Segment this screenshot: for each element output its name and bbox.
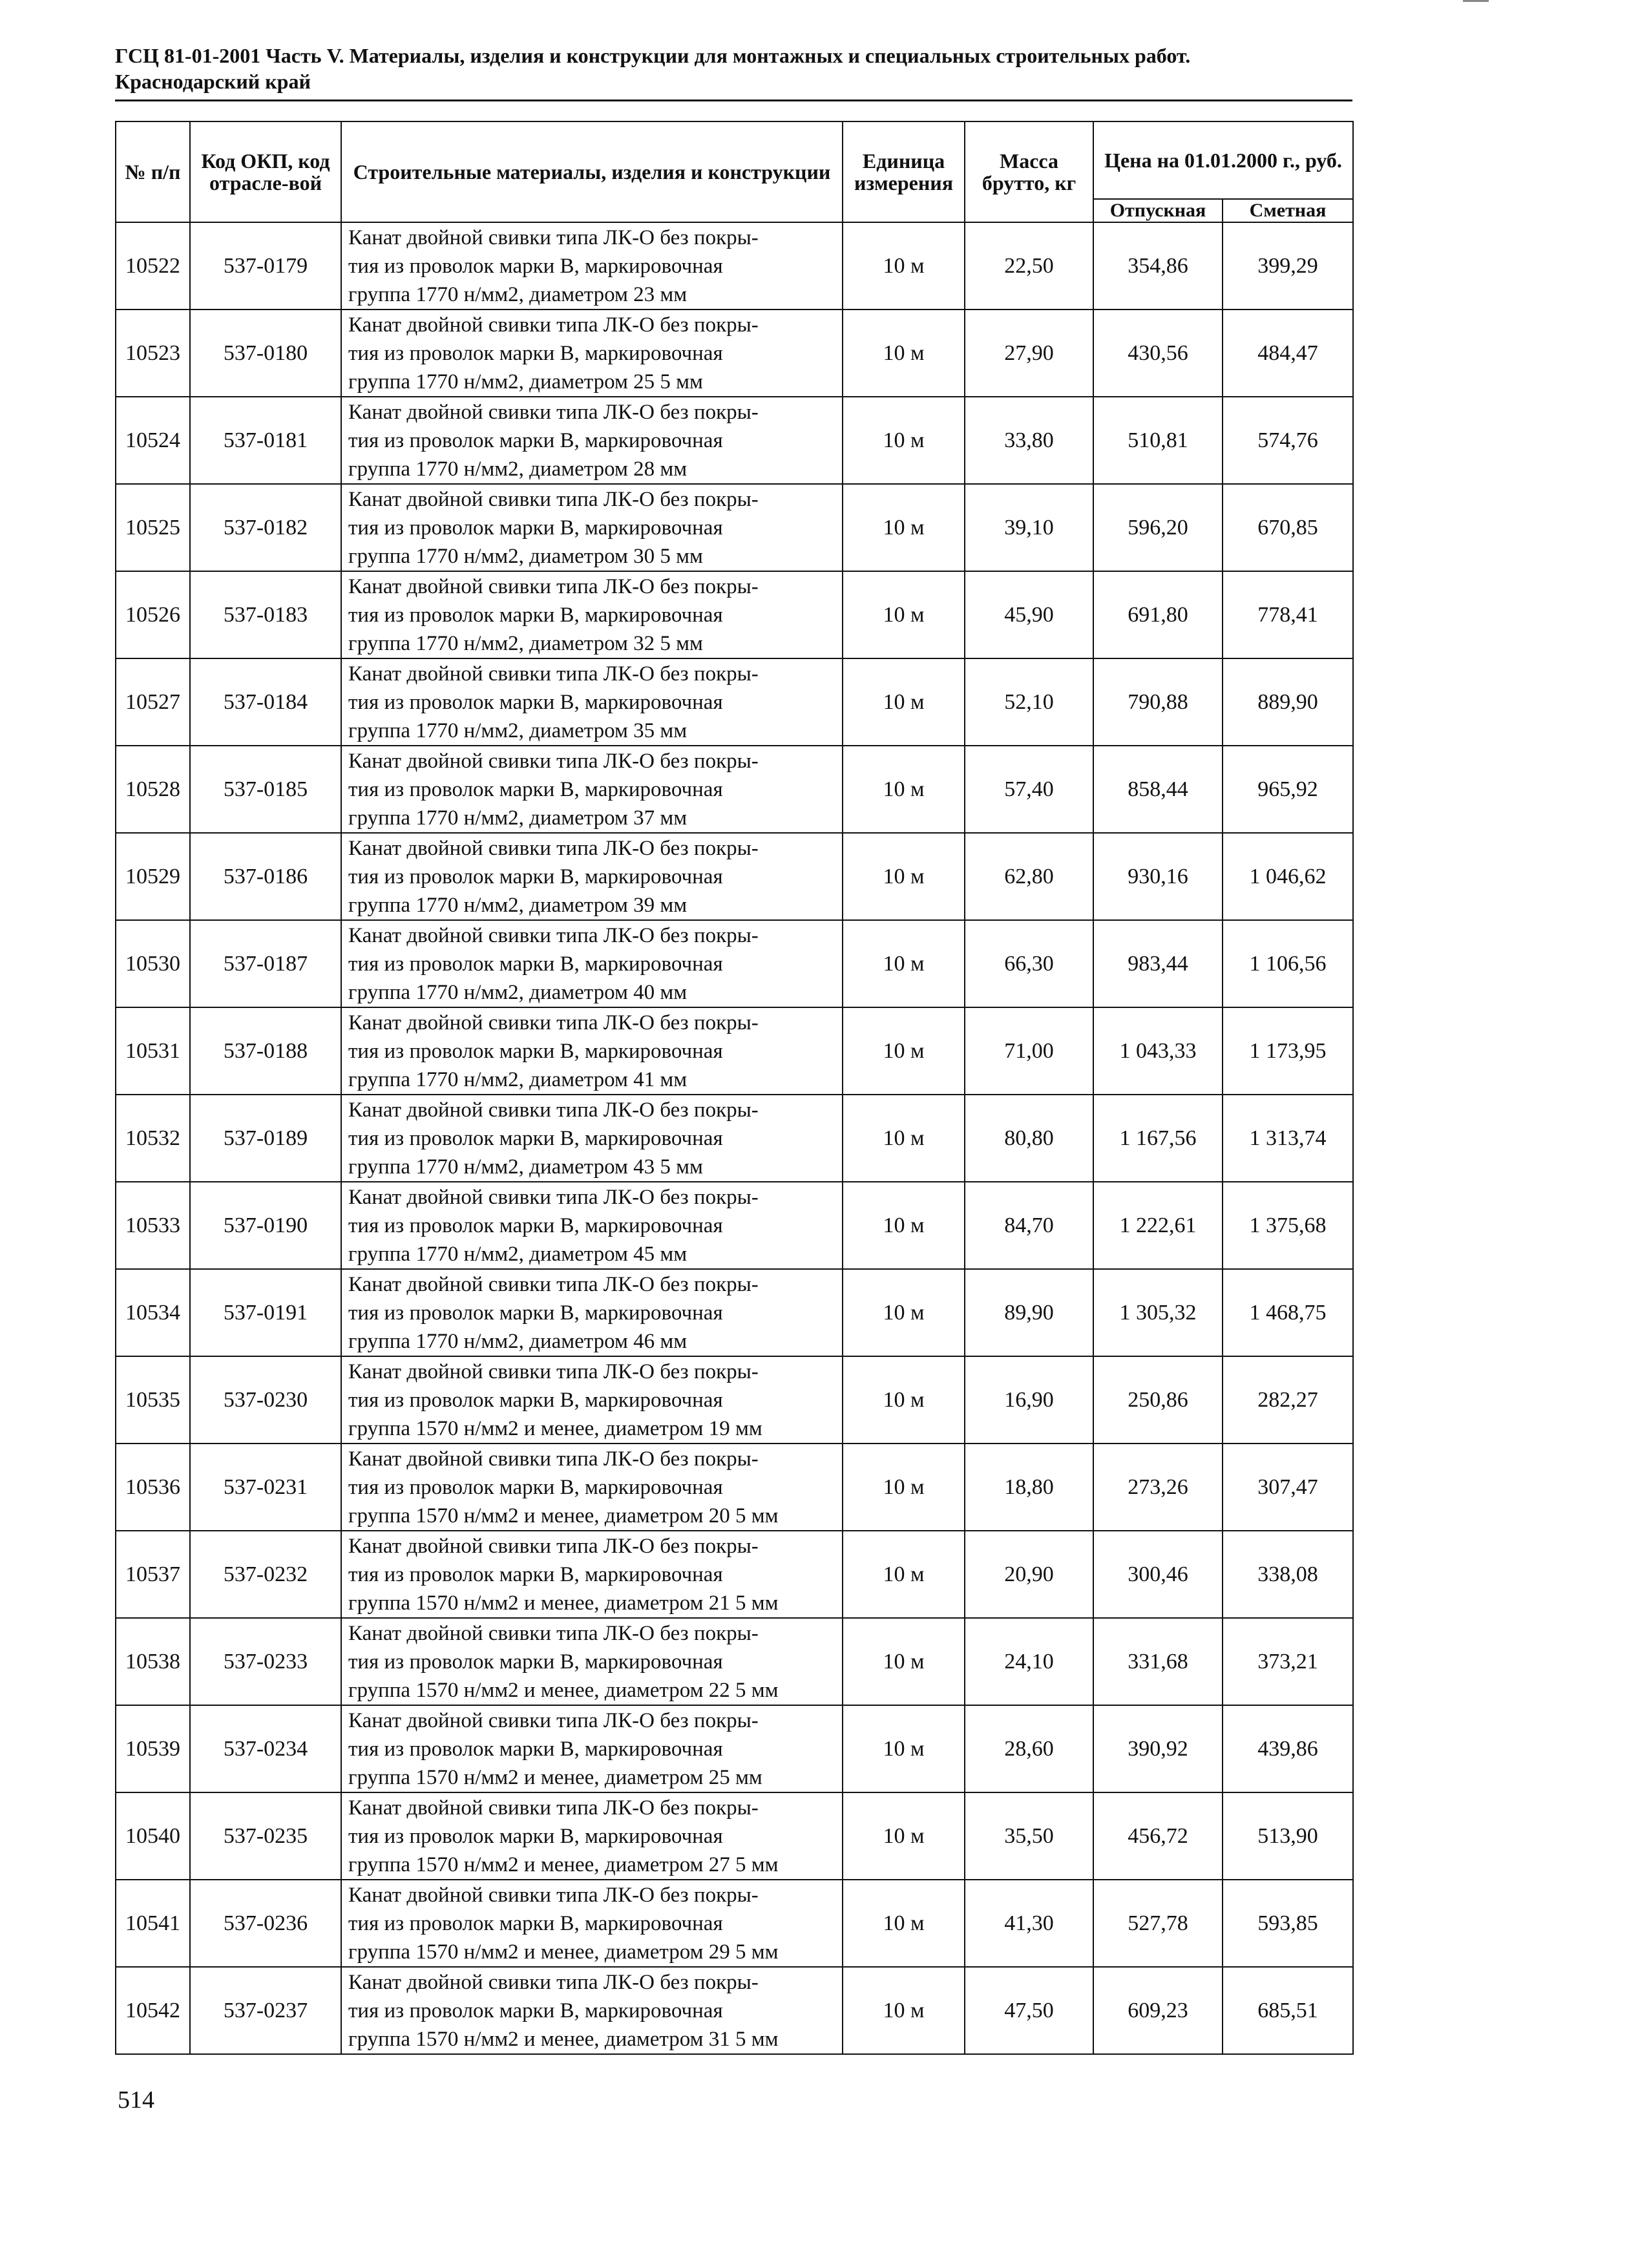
desc-line: тия из проволок марки В, маркировочная xyxy=(348,690,723,714)
cell-code: 537-0179 xyxy=(190,222,341,310)
desc-line: Канат двойной свивки типа ЛК-О без покры- xyxy=(348,400,759,424)
desc-line: тия из проволок марки В, маркировочная xyxy=(348,1911,723,1935)
cell-price-estimate: 338,08 xyxy=(1223,1531,1353,1618)
cell-mass: 66,30 xyxy=(965,920,1093,1007)
desc-line: Канат двойной свивки типа ЛК-О без покры- xyxy=(348,923,759,947)
cell-price-release: 1 167,56 xyxy=(1093,1095,1223,1182)
cell-code: 537-0184 xyxy=(190,658,341,746)
cell-price-estimate: 439,86 xyxy=(1223,1705,1353,1792)
desc-line: группа 1570 н/мм2 и менее, диаметром 27 5 мм xyxy=(348,1853,779,1876)
table-row xyxy=(116,833,1353,920)
desc-line: группа 1770 н/мм2, диаметром 28 мм xyxy=(348,457,688,481)
cell-num: 10539 xyxy=(116,1705,190,1792)
cell-code: 537-0185 xyxy=(190,746,341,833)
table-row xyxy=(116,1705,1353,1792)
desc-line: Канат двойной свивки типа ЛК-О без покры- xyxy=(348,662,759,686)
desc-line: группа 1570 н/мм2 и менее, диаметром 29 5 мм xyxy=(348,1940,779,1964)
cell-mass: 62,80 xyxy=(965,833,1093,920)
cell-num: 10533 xyxy=(116,1182,190,1269)
cell-price-estimate: 685,51 xyxy=(1223,1967,1353,2054)
cell-price-release: 273,26 xyxy=(1093,1444,1223,1531)
cell-price-estimate: 373,21 xyxy=(1223,1618,1353,1705)
table-row xyxy=(116,484,1353,571)
desc-line: тия из проволок марки В, маркировочная xyxy=(348,1388,723,1412)
cell-num: 10527 xyxy=(116,658,190,746)
cell-unit: 10 м xyxy=(843,1792,965,1880)
table-row xyxy=(116,1880,1353,1967)
cell-num: 10526 xyxy=(116,571,190,658)
table-row xyxy=(116,1269,1353,1356)
desc-line: тия из проволок марки В, маркировочная xyxy=(348,603,723,627)
cell-price-release: 858,44 xyxy=(1093,746,1223,833)
table-row xyxy=(116,1007,1353,1095)
cell-unit: 10 м xyxy=(843,658,965,746)
cell-num: 10540 xyxy=(116,1792,190,1880)
cell-price-release: 331,68 xyxy=(1093,1618,1223,1705)
desc-line: Канат двойной свивки типа ЛК-О без покры- xyxy=(348,1621,759,1645)
cell-mass: 84,70 xyxy=(965,1182,1093,1269)
cell-unit: 10 м xyxy=(843,1967,965,2054)
cell-price-estimate: 1 313,74 xyxy=(1223,1095,1353,1182)
desc-line: тия из проволок марки В, маркировочная xyxy=(348,341,723,365)
desc-line: группа 1570 н/мм2 и менее, диаметром 20 5 мм xyxy=(348,1504,779,1528)
desc-line: группа 1770 н/мм2, диаметром 43 5 мм xyxy=(348,1155,703,1179)
desc-line: тия из проволок марки В, маркировочная xyxy=(348,516,723,540)
cell-desc xyxy=(341,1007,843,1095)
cell-price-release: 456,72 xyxy=(1093,1792,1223,1880)
cell-code: 537-0188 xyxy=(190,1007,341,1095)
cell-code: 537-0186 xyxy=(190,833,341,920)
table-row xyxy=(116,310,1353,397)
desc-line: Канат двойной свивки типа ЛК-О без покры- xyxy=(348,1796,759,1820)
cell-desc xyxy=(341,920,843,1007)
cell-mass: 41,30 xyxy=(965,1880,1093,1967)
desc-line: группа 1770 н/мм2, диаметром 46 мм xyxy=(348,1329,688,1353)
cell-price-release: 983,44 xyxy=(1093,920,1223,1007)
cell-desc xyxy=(341,658,843,746)
table-row xyxy=(116,1356,1353,1444)
cell-mass: 22,50 xyxy=(965,222,1093,310)
cell-price-estimate: 484,47 xyxy=(1223,310,1353,397)
cell-price-release: 609,23 xyxy=(1093,1967,1223,2054)
desc-line: Канат двойной свивки типа ЛК-О без покры- xyxy=(348,749,759,773)
table-row xyxy=(116,1618,1353,1705)
desc-line: тия из проволок марки В, маркировочная xyxy=(348,952,723,976)
cell-num: 10524 xyxy=(116,397,190,484)
cell-price-release: 1 043,33 xyxy=(1093,1007,1223,1095)
cell-unit: 10 м xyxy=(843,222,965,310)
cell-code: 537-0237 xyxy=(190,1967,341,2054)
cell-price-estimate: 513,90 xyxy=(1223,1792,1353,1880)
cell-num: 10542 xyxy=(116,1967,190,2054)
cell-price-estimate: 282,27 xyxy=(1223,1356,1353,1444)
page-number: 514 xyxy=(118,2086,154,2114)
cell-desc xyxy=(341,1967,843,2054)
cell-desc xyxy=(341,833,843,920)
cell-desc xyxy=(341,571,843,658)
cell-desc xyxy=(341,746,843,833)
desc-line: Канат двойной свивки типа ЛК-О без покры- xyxy=(348,1011,759,1034)
col-header-code: Код ОКП, код отрасле-вой xyxy=(190,121,341,222)
cell-num: 10529 xyxy=(116,833,190,920)
col-header-name: Строительные материалы, изделия и конструкции xyxy=(341,121,843,222)
desc-line: тия из проволок марки В, маркировочная xyxy=(348,428,723,452)
cell-num: 10538 xyxy=(116,1618,190,1705)
desc-line: группа 1770 н/мм2, диаметром 32 5 мм xyxy=(348,631,703,655)
cell-num: 10535 xyxy=(116,1356,190,1444)
cell-code: 537-0235 xyxy=(190,1792,341,1880)
cell-mass: 33,80 xyxy=(965,397,1093,484)
cell-mass: 89,90 xyxy=(965,1269,1093,1356)
col-header-price-release: Отпускная xyxy=(1093,199,1223,222)
table-row xyxy=(116,658,1353,746)
scan-artifact-mark xyxy=(1463,0,1489,2)
cell-code: 537-0181 xyxy=(190,397,341,484)
cell-unit: 10 м xyxy=(843,397,965,484)
table-row xyxy=(116,1531,1353,1618)
cell-price-release: 250,86 xyxy=(1093,1356,1223,1444)
cell-mass: 24,10 xyxy=(965,1618,1093,1705)
cell-unit: 10 м xyxy=(843,833,965,920)
cell-num: 10525 xyxy=(116,484,190,571)
cell-price-estimate: 593,85 xyxy=(1223,1880,1353,1967)
cell-code: 537-0191 xyxy=(190,1269,341,1356)
cell-desc xyxy=(341,1444,843,1531)
cell-mass: 35,50 xyxy=(965,1792,1093,1880)
price-table-body xyxy=(116,222,1353,2054)
desc-line: группа 1570 н/мм2 и менее, диаметром 21 5 мм xyxy=(348,1591,779,1615)
cell-unit: 10 м xyxy=(843,1531,965,1618)
cell-mass: 18,80 xyxy=(965,1444,1093,1531)
cell-unit: 10 м xyxy=(843,1356,965,1444)
cell-code: 537-0189 xyxy=(190,1095,341,1182)
desc-line: группа 1770 н/мм2, диаметром 37 мм xyxy=(348,806,688,830)
cell-price-estimate: 889,90 xyxy=(1223,658,1353,746)
table-row xyxy=(116,1792,1353,1880)
cell-desc xyxy=(341,484,843,571)
desc-line: тия из проволок марки В, маркировочная xyxy=(348,1999,723,2022)
cell-price-release: 1 222,61 xyxy=(1093,1182,1223,1269)
desc-line: Канат двойной свивки типа ЛК-О без покры- xyxy=(348,1447,759,1471)
cell-desc xyxy=(341,1182,843,1269)
desc-line: Канат двойной свивки типа ЛК-О без покры- xyxy=(348,1272,759,1296)
table-row xyxy=(116,746,1353,833)
desc-line: Канат двойной свивки типа ЛК-О без покры- xyxy=(348,836,759,860)
desc-line: Канат двойной свивки типа ЛК-О без покры- xyxy=(348,1098,759,1122)
cell-num: 10523 xyxy=(116,310,190,397)
cell-price-release: 527,78 xyxy=(1093,1880,1223,1967)
cell-num: 10531 xyxy=(116,1007,190,1095)
desc-line: тия из проволок марки В, маркировочная xyxy=(348,1562,723,1586)
desc-line: группа 1770 н/мм2, диаметром 40 мм xyxy=(348,980,688,1004)
cell-num: 10536 xyxy=(116,1444,190,1531)
cell-code: 537-0231 xyxy=(190,1444,341,1531)
cell-price-estimate: 778,41 xyxy=(1223,571,1353,658)
cell-price-estimate: 574,76 xyxy=(1223,397,1353,484)
cell-num: 10532 xyxy=(116,1095,190,1182)
cell-unit: 10 м xyxy=(843,484,965,571)
cell-desc xyxy=(341,1531,843,1618)
cell-unit: 10 м xyxy=(843,1182,965,1269)
cell-desc xyxy=(341,1269,843,1356)
cell-price-estimate: 965,92 xyxy=(1223,746,1353,833)
cell-mass: 71,00 xyxy=(965,1007,1093,1095)
desc-line: тия из проволок марки В, маркировочная xyxy=(348,1301,723,1325)
cell-mass: 57,40 xyxy=(965,746,1093,833)
cell-desc xyxy=(341,1705,843,1792)
cell-price-release: 596,20 xyxy=(1093,484,1223,571)
cell-price-estimate: 670,85 xyxy=(1223,484,1353,571)
cell-mass: 52,10 xyxy=(965,658,1093,746)
desc-line: тия из проволок марки В, маркировочная xyxy=(348,1650,723,1674)
cell-code: 537-0230 xyxy=(190,1356,341,1444)
cell-price-estimate: 399,29 xyxy=(1223,222,1353,310)
cell-desc xyxy=(341,1356,843,1444)
header-rule xyxy=(115,100,1352,101)
cell-code: 537-0233 xyxy=(190,1618,341,1705)
desc-line: тия из проволок марки В, маркировочная xyxy=(348,1039,723,1063)
cell-price-release: 691,80 xyxy=(1093,571,1223,658)
desc-line: тия из проволок марки В, маркировочная xyxy=(348,777,723,801)
table-row xyxy=(116,1444,1353,1531)
cell-unit: 10 м xyxy=(843,1444,965,1531)
cell-unit: 10 м xyxy=(843,1880,965,1967)
cell-num: 10541 xyxy=(116,1880,190,1967)
cell-mass: 45,90 xyxy=(965,571,1093,658)
cell-price-release: 390,92 xyxy=(1093,1705,1223,1792)
table-row xyxy=(116,571,1353,658)
cell-unit: 10 м xyxy=(843,1705,965,1792)
cell-num: 10528 xyxy=(116,746,190,833)
desc-line: Канат двойной свивки типа ЛК-О без покры- xyxy=(348,1360,759,1383)
cell-desc xyxy=(341,1618,843,1705)
desc-line: группа 1770 н/мм2, диаметром 23 мм xyxy=(348,282,688,306)
desc-line: Канат двойной свивки типа ЛК-О без покры- xyxy=(348,1708,759,1732)
cell-num: 10530 xyxy=(116,920,190,1007)
cell-mass: 27,90 xyxy=(965,310,1093,397)
cell-code: 537-0234 xyxy=(190,1705,341,1792)
col-header-price-estimate: Сметная xyxy=(1223,199,1353,222)
desc-line: тия из проволок марки В, маркировочная xyxy=(348,1126,723,1150)
cell-price-release: 1 305,32 xyxy=(1093,1269,1223,1356)
cell-mass: 47,50 xyxy=(965,1967,1093,2054)
cell-price-release: 300,46 xyxy=(1093,1531,1223,1618)
desc-line: Канат двойной свивки типа ЛК-О без покры- xyxy=(348,313,759,337)
cell-unit: 10 м xyxy=(843,1007,965,1095)
cell-desc xyxy=(341,1880,843,1967)
table-row xyxy=(116,920,1353,1007)
desc-line: группа 1570 н/мм2 и менее, диаметром 31 5 мм xyxy=(348,2027,779,2051)
desc-line: тия из проволок марки В, маркировочная xyxy=(348,254,723,278)
cell-mass: 16,90 xyxy=(965,1356,1093,1444)
document-header xyxy=(115,43,1352,101)
desc-line: группа 1570 н/мм2 и менее, диаметром 22 5 мм xyxy=(348,1678,779,1702)
cell-mass: 28,60 xyxy=(965,1705,1093,1792)
cell-desc xyxy=(341,310,843,397)
cell-unit: 10 м xyxy=(843,746,965,833)
cell-code: 537-0182 xyxy=(190,484,341,571)
cell-code: 537-0232 xyxy=(190,1531,341,1618)
table-row xyxy=(116,222,1353,310)
desc-line: тия из проволок марки В, маркировочная xyxy=(348,1737,723,1761)
desc-line: тия из проволок марки В, маркировочная xyxy=(348,1824,723,1848)
cell-unit: 10 м xyxy=(843,1269,965,1356)
cell-price-estimate: 1 046,62 xyxy=(1223,833,1353,920)
col-header-unit: Единица измерения xyxy=(843,121,965,222)
desc-line: Канат двойной свивки типа ЛК-О без покры- xyxy=(348,1883,759,1907)
cell-code: 537-0183 xyxy=(190,571,341,658)
table-row xyxy=(116,1182,1353,1269)
desc-line: группа 1570 н/мм2 и менее, диаметром 19 мм xyxy=(348,1416,762,1440)
cell-unit: 10 м xyxy=(843,571,965,658)
desc-line: Канат двойной свивки типа ЛК-О без покры- xyxy=(348,1970,759,1994)
cell-num: 10537 xyxy=(116,1531,190,1618)
cell-unit: 10 м xyxy=(843,310,965,397)
cell-price-estimate: 1 375,68 xyxy=(1223,1182,1353,1269)
cell-price-estimate: 1 106,56 xyxy=(1223,920,1353,1007)
cell-mass: 80,80 xyxy=(965,1095,1093,1182)
table-row xyxy=(116,1095,1353,1182)
cell-unit: 10 м xyxy=(843,1095,965,1182)
desc-line: группа 1770 н/мм2, диаметром 35 мм xyxy=(348,719,688,742)
cell-price-estimate: 1 173,95 xyxy=(1223,1007,1353,1095)
cell-code: 537-0180 xyxy=(190,310,341,397)
cell-unit: 10 м xyxy=(843,1618,965,1705)
desc-line: Канат двойной свивки типа ЛК-О без покры- xyxy=(348,1185,759,1209)
desc-line: группа 1770 н/мм2, диаметром 25 5 мм xyxy=(348,370,703,394)
cell-code: 537-0190 xyxy=(190,1182,341,1269)
cell-price-release: 790,88 xyxy=(1093,658,1223,746)
col-header-mass: Масса брутто, кг xyxy=(965,121,1093,222)
desc-line: группа 1770 н/мм2, диаметром 41 мм xyxy=(348,1067,688,1091)
cell-price-release: 430,56 xyxy=(1093,310,1223,397)
desc-line: группа 1770 н/мм2, диаметром 39 мм xyxy=(348,893,688,917)
cell-desc xyxy=(341,1792,843,1880)
table-row xyxy=(116,1967,1353,2054)
desc-line: Канат двойной свивки типа ЛК-О без покры- xyxy=(348,1534,759,1558)
desc-line: группа 1770 н/мм2, диаметром 30 5 мм xyxy=(348,544,703,568)
desc-line: Канат двойной свивки типа ЛК-О без покры- xyxy=(348,226,759,249)
col-header-num: № п/п xyxy=(116,121,190,222)
cell-code: 537-0187 xyxy=(190,920,341,1007)
cell-mass: 20,90 xyxy=(965,1531,1093,1618)
cell-num: 10522 xyxy=(116,222,190,310)
cell-price-estimate: 1 468,75 xyxy=(1223,1269,1353,1356)
price-table xyxy=(115,121,1354,2055)
cell-mass: 39,10 xyxy=(965,484,1093,571)
header-title: ГСЦ 81-01-2001 Часть V. Материалы, изделия и конструкции для монтажных и специальных строительных работ. xyxy=(115,44,1191,67)
desc-line: тия из проволок марки В, маркировочная xyxy=(348,865,723,888)
desc-line: группа 1770 н/мм2, диаметром 45 мм xyxy=(348,1242,688,1266)
cell-desc xyxy=(341,222,843,310)
cell-price-release: 354,86 xyxy=(1093,222,1223,310)
desc-line: группа 1570 н/мм2 и менее, диаметром 25 мм xyxy=(348,1765,762,1789)
cell-price-release: 510,81 xyxy=(1093,397,1223,484)
desc-line: тия из проволок марки В, маркировочная xyxy=(348,1213,723,1237)
cell-price-estimate: 307,47 xyxy=(1223,1444,1353,1531)
cell-desc xyxy=(341,1095,843,1182)
desc-line: Канат двойной свивки типа ЛК-О без покры- xyxy=(348,574,759,598)
desc-line: Канат двойной свивки типа ЛК-О без покры- xyxy=(348,487,759,511)
table-row xyxy=(116,397,1353,484)
cell-num: 10534 xyxy=(116,1269,190,1356)
cell-code: 537-0236 xyxy=(190,1880,341,1967)
cell-unit: 10 м xyxy=(843,920,965,1007)
cell-desc xyxy=(341,397,843,484)
header-region: Краснодарский край xyxy=(115,70,311,93)
cell-price-release: 930,16 xyxy=(1093,833,1223,920)
desc-line: тия из проволок марки В, маркировочная xyxy=(348,1475,723,1499)
col-header-price-group: Цена на 01.01.2000 г., руб. xyxy=(1093,121,1353,199)
